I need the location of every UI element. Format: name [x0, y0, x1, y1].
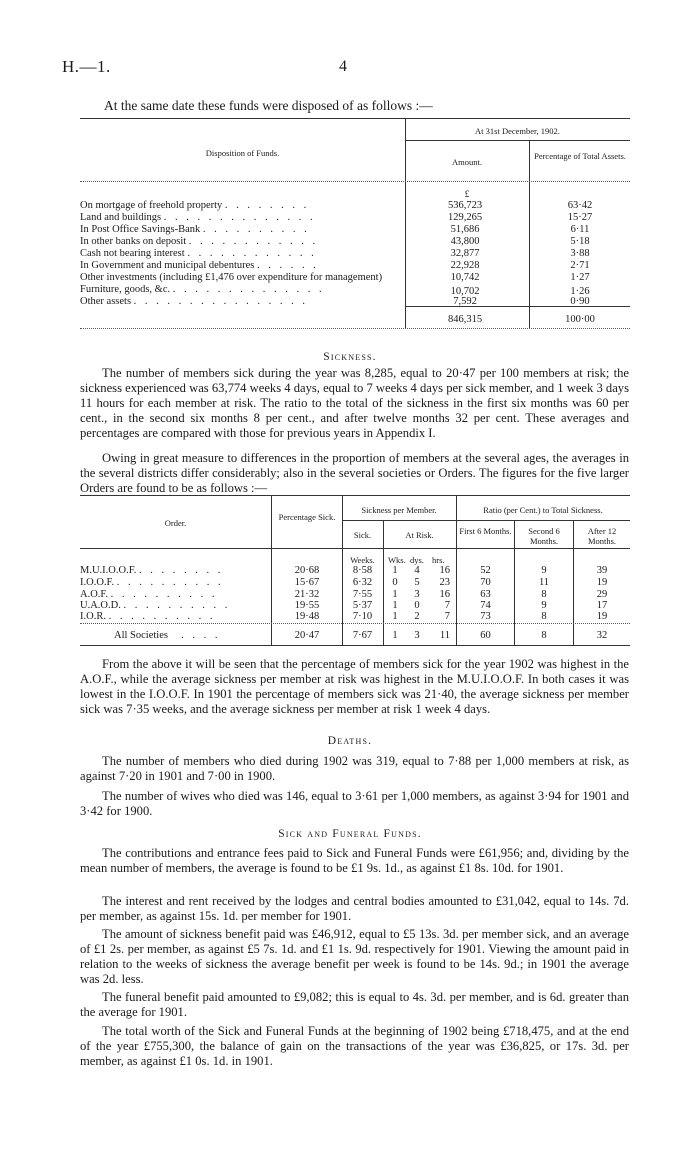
funds-col-percentage: Percentage of Total Assets. [534, 151, 626, 161]
orders-row-hrs: 16 [439, 589, 450, 600]
orders-row-after: 19 [596, 611, 608, 622]
orders-row-dys: 0 [414, 600, 420, 611]
orders-total-second: 8 [541, 630, 547, 641]
funds-row-pct: 6·11 [570, 224, 590, 235]
orders-total-first: 60 [480, 630, 491, 641]
orders-row-wks: 1 [392, 565, 398, 576]
orders-col-group-sickness: Sickness per Member. [361, 505, 437, 515]
orders-row-second: 8 [541, 611, 547, 622]
funds-row-amount: 32,877 [450, 248, 480, 259]
orders-row-hrs: 7 [444, 600, 450, 611]
orders-row-first: 74 [480, 600, 491, 611]
orders-total-pct-sick: 20·47 [294, 630, 320, 641]
orders-row-dys: 5 [414, 577, 420, 588]
orders-row-sick: 7·10 [352, 611, 373, 622]
orders-row-after: 19 [596, 577, 608, 588]
funds-row-pct: 2·71 [570, 260, 590, 271]
orders-col-order: Order. [164, 518, 187, 528]
orders-row-sick: 6·32 [352, 577, 373, 588]
orders-row-wks: 1 [392, 611, 398, 622]
orders-row-second: 11 [538, 577, 550, 588]
funds-col-amount: Amount. [452, 157, 482, 167]
orders-row-order: I.O.R. . . . . . . . . . . [80, 611, 216, 622]
funds-row-amount: 10,742 [450, 272, 480, 283]
orders-row-after: 39 [596, 565, 608, 576]
orders-total-wks: 1 [392, 630, 398, 641]
funds-row-label: In other banks on deposit . . . . . . . . . . . . [80, 236, 319, 247]
orders-row-sick: 8·58 [352, 565, 373, 576]
orders-summary-paragraph: From the above it will be seen that the percentage of members sick for the year 1902 was highest in the A.O.F., while the average sickness per member at risk was highest in the M.U.I.O.O.F. In both cases it was lowest in the I.O.O.F. In 1901 the percentage of members sick was 21·40, the average sickness per member sick was 7·35 weeks, and the average sickness per member at risk 1 week 4 days. [80, 657, 629, 716]
funds-row-pct: 0·90 [570, 296, 590, 307]
funds-total-worth-paragraph: The total worth of the Sick and Funeral Funds at the beginning of 1902 being £718,475, and at the end of the year £755,300, the balance of gain on the transactions of the year was £36,825, or 17s. 3d. per member, as against £1 0s. 1d. in 1901. [80, 1024, 629, 1068]
funds-interest-paragraph: The interest and rent received by the lodges and central bodies amounted to £31,042, equal to 14s. 7d. per member, as against 15s. 1d. per member for 1901. [80, 894, 629, 923]
orders-row-wks: 0 [392, 577, 398, 588]
orders-row-order: U.A.O.D. . . . . . . . . . . [80, 600, 231, 611]
orders-row-order: I.O.O.F. . . . . . . . . . . [80, 577, 224, 588]
funds-heading: Sick and Funeral Funds. [278, 828, 422, 840]
orders-unit-dys: dys. [410, 555, 424, 565]
sickness-paragraph: The number of members sick during the year was 8,285, equal to 20·47 per 100 members at risk; the sickness experienced was 63,774 weeks 4 days, equal to 7 weeks 4 days per sick member, and 1 week 3 days 11 hours for each member at risk. The ratio to the total of the sickness in the first six months was 60 per cent., in the second six months 8 per cent., and after twelve months 32 per cent. These averages and percentages are compared with those for previous years in Appendix I. [80, 366, 629, 440]
funds-col-group: At 31st December, 1902. [475, 126, 560, 136]
orders-row-pct-sick: 19·55 [294, 600, 320, 611]
funds-total-pct: 100·00 [565, 314, 595, 325]
orders-col-second: Second 6 Months. [528, 526, 560, 546]
orders-row-after: 17 [596, 600, 608, 611]
orders-row-second: 9 [541, 565, 547, 576]
orders-unit-weeks: Weeks. [350, 555, 375, 565]
funds-row-pct: 63·42 [567, 200, 593, 211]
orders-total-after: 32 [596, 630, 608, 641]
funds-row-pct: 3·88 [570, 248, 590, 259]
funds-row-pct: 1·26 [570, 286, 590, 297]
orders-row-hrs: 7 [444, 611, 450, 622]
funds-row-label: Land and buildings . . . . . . . . . . . . . . [80, 212, 316, 223]
funds-row-label: On mortgage of freehold property . . . . . . . . [80, 200, 310, 211]
orders-row-order: M.U.I.O.O.F. . . . . . . . . [80, 565, 224, 576]
funds-row-amount: 129,265 [447, 212, 483, 223]
orders-row-first: 70 [480, 577, 491, 588]
funds-row-amount: 43,800 [450, 236, 480, 247]
orders-row-pct-sick: 19·48 [294, 611, 320, 622]
orders-col-first: First 6 Months. [459, 526, 512, 536]
orders-row-hrs: 23 [439, 577, 450, 588]
orders-total-dys: 3 [414, 630, 420, 641]
funds-row-label: Cash not bearing interest . . . . . . . . . . . . [80, 248, 317, 259]
orders-row-pct-sick: 15·67 [294, 577, 320, 588]
funds-row-label: In Post Office Savings-Bank . . . . . . . . . . [80, 224, 310, 235]
page-number: 4 [339, 58, 347, 75]
orders-row-first: 52 [480, 565, 491, 576]
funds-row-label: Other investments (including £1,476 over expenditure for management) [80, 272, 383, 283]
orders-col-pct-sick: Percentage Sick. [278, 512, 336, 522]
orders-row-dys: 3 [414, 589, 420, 600]
funds-sickness-benefit-paragraph: The amount of sickness benefit paid was £46,912, equal to £5 13s. 3d. per member sick, and an average of £1 2s. per member, as against £5 7s. 1d. and £1 1s. 9d. respectively for 1901. Viewing the amount paid in relation to the weeks of sickness the average benefit per week is found to be 14s. 9d.; in 1901 the average was 2d. less. [80, 927, 629, 986]
orders-row-first: 73 [480, 611, 491, 622]
deaths-members-paragraph: The number of members who died during 1902 was 319, equal to 7·88 per 1,000 members at risk, as against 7·20 in 1901 and 7·00 in 1900. [80, 754, 629, 783]
sickness-heading: Sickness. [323, 351, 377, 363]
orders-unit-wks: Wks. [388, 555, 406, 565]
funds-row-pct: 5·18 [570, 236, 590, 247]
orders-row-hrs: 16 [439, 565, 450, 576]
orders-row-wks: 1 [392, 589, 398, 600]
orders-total-order: All Societies . . . . [114, 630, 221, 641]
orders-col-after: After 12 Months. [587, 526, 617, 546]
funds-total-amount: 846,315 [447, 314, 483, 325]
orders-row-second: 9 [541, 600, 547, 611]
orders-row-sick: 7·55 [352, 589, 373, 600]
orders-col-at-risk: At Risk. [405, 530, 434, 540]
orders-col-group-ratio: Ratio (per Cent.) to Total Sickness. [483, 505, 603, 515]
orders-row-order: A.O.F. . . . . . . . . . . [80, 589, 218, 600]
document-reference: H.—1. [62, 57, 111, 76]
deaths-heading: Deaths. [327, 735, 373, 747]
orders-row-pct-sick: 21·32 [294, 589, 320, 600]
funds-row-amount: 22,928 [450, 260, 480, 271]
orders-total-sick: 7·67 [352, 630, 373, 641]
deaths-wives-paragraph: The number of wives who died was 146, equal to 3·61 per 1,000 members, as against 3·94 for 1901 and 3·42 for 1900. [80, 789, 629, 818]
orders-row-sick: 5·37 [352, 600, 373, 611]
orders-total-hrs: 11 [439, 630, 450, 641]
funds-row-label: Furniture, goods, &c. . . . . . . . . . . . . . . [80, 284, 325, 295]
funds-row-label: In Government and municipal debentures . . . . . . [80, 260, 319, 271]
intro-text: At the same date these funds were disposed of as follows :— [104, 98, 433, 113]
funds-row-amount: 10,702 [450, 286, 480, 297]
funds-row-label: Other assets . . . . . . . . . . . . . . . . [80, 296, 309, 307]
orders-row-first: 63 [480, 589, 491, 600]
orders-unit-hrs: hrs. [432, 555, 445, 565]
orders-row-wks: 1 [392, 600, 398, 611]
orders-row-pct-sick: 20·68 [294, 565, 320, 576]
funds-row-pct: 1·27 [570, 272, 590, 283]
funds-row-amount: 536,723 [447, 200, 483, 211]
funds-contributions-paragraph: The contributions and entrance fees paid to Sick and Funeral Funds were £61,956; and, dividing by the mean number of members, the average is found to be £1 9s. 1d., as against £1 8s. 10d. for 1901. [80, 846, 629, 875]
funds-row-pct: 15·27 [567, 212, 593, 223]
funds-row-amount: 51,686 [450, 224, 480, 235]
orders-row-dys: 4 [414, 565, 420, 576]
orders-row-dys: 2 [414, 611, 420, 622]
funds-col-disposition: Disposition of Funds. [205, 148, 280, 158]
sickness-orders-paragraph: Owing in great measure to differences in the proportion of members at the several ages, the averages in the several districts differ considerably; also in the several societies or Orders. The figures for the five larger Orders are found to be as follows :— [80, 451, 629, 495]
funds-row-amount: 7,592 [453, 296, 477, 307]
funds-funeral-benefit-paragraph: The funeral benefit paid amounted to £9,082; this is equal to 4s. 3d. per member, and is 6d. greater than the average for 1901. [80, 990, 629, 1019]
funds-currency: £ [464, 189, 470, 199]
orders-col-sick: Sick. [353, 530, 372, 540]
orders-row-after: 29 [596, 589, 608, 600]
orders-row-second: 8 [541, 589, 547, 600]
